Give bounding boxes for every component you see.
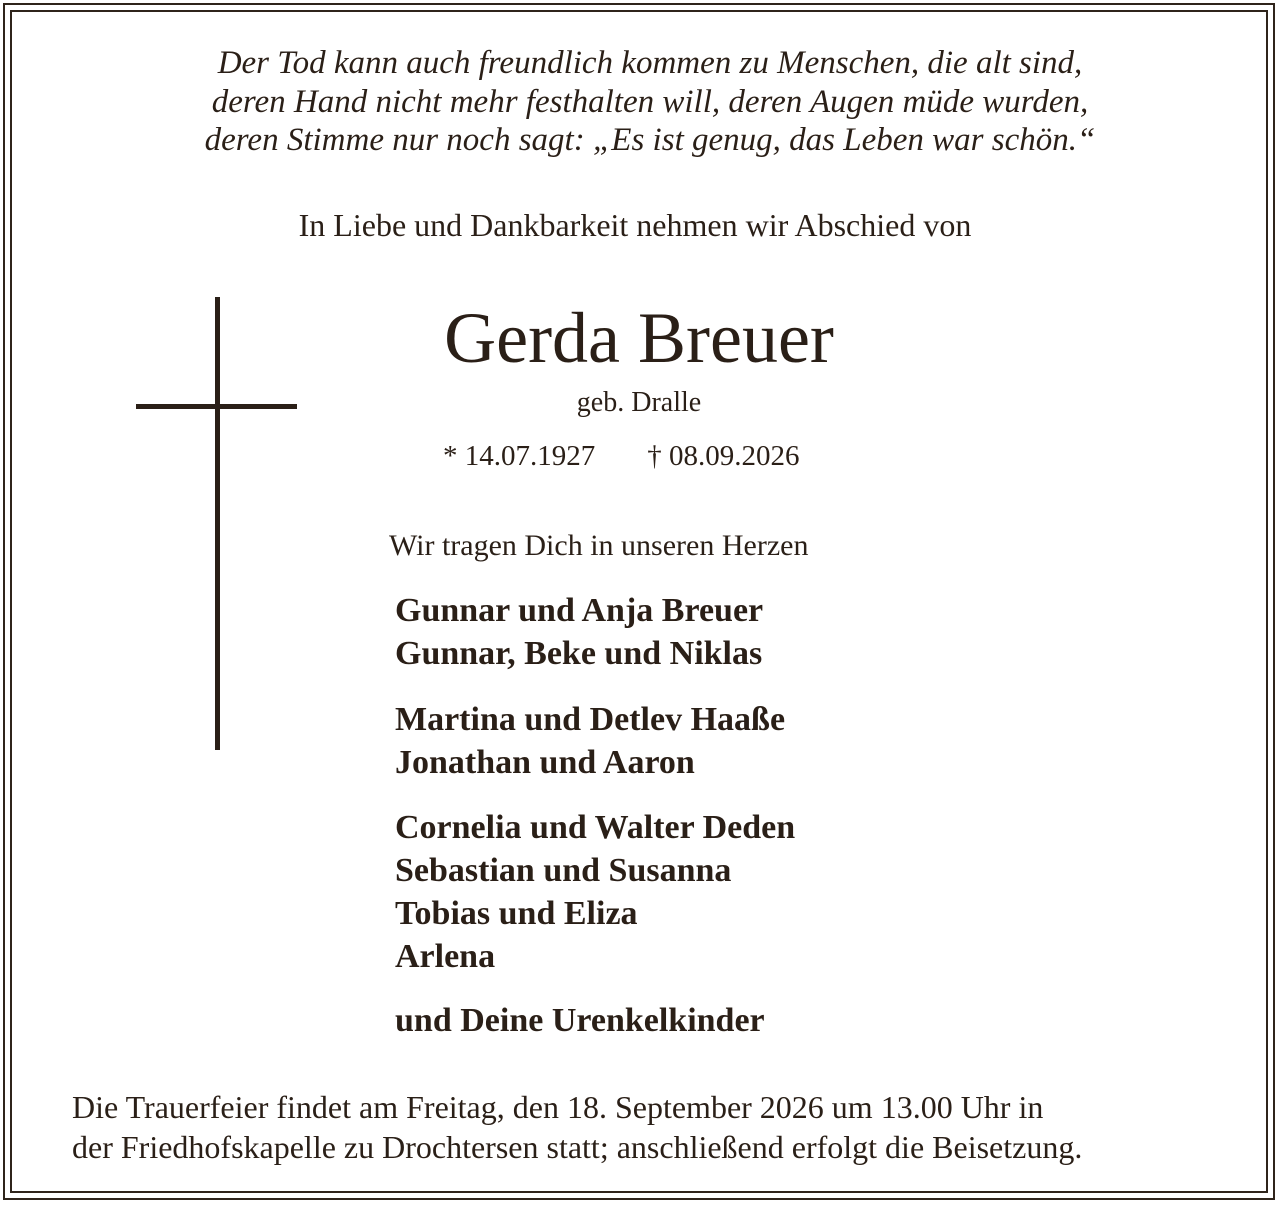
mourner-group <box>395 589 763 675</box>
deceased-name: Gerda Breuer <box>444 298 834 378</box>
maiden-name: geb. Dralle <box>576 387 702 418</box>
mourner-group <box>395 999 765 1042</box>
mourner-line: Tobias und Eliza <box>395 895 638 932</box>
mourner-line: Gunnar, Beke und Niklas <box>395 635 763 672</box>
mourner-line: Gunnar und Anja Breuer <box>395 592 764 629</box>
poem-line: deren Hand nicht mehr festhalten will, deren Augen müde wurden, <box>211 83 1089 120</box>
mourner-group <box>395 698 785 784</box>
farewell-intro: In Liebe und Dankbarkeit nehmen wir Abschied von <box>298 207 972 243</box>
mourner-line: Jonathan und Aaron <box>395 744 695 781</box>
mourner-group <box>395 806 795 978</box>
poem-line: deren Stimme nur noch sagt: „Es ist genug, das Leben war schön.“ <box>204 122 1096 158</box>
mourner-line: und Deine Urenkelkinder <box>395 1002 765 1039</box>
funeral-line: Die Trauerfeier findet am Freitag, den 18. September 2026 um 13.00 Uhr in <box>72 1089 1044 1125</box>
mourner-line: Cornelia und Walter Deden <box>395 809 796 846</box>
funeral-notice <box>72 1087 1082 1167</box>
mourner-line: Sebastian und Susanna <box>395 852 732 889</box>
poem-line: Der Tod kann auch freundlich kommen zu Menschen, die alt sind, <box>217 45 1083 81</box>
poem <box>0 44 1280 160</box>
death-date: † 08.09.2026 <box>647 440 800 472</box>
birth-date: * 14.07.1927 <box>443 440 596 472</box>
mourner-line: Martina und Detlev Haaße <box>395 701 786 738</box>
life-dates <box>443 437 800 475</box>
mourner-line: Arlena <box>395 938 496 975</box>
motto: Wir tragen Dich in unseren Herzen <box>389 529 809 562</box>
funeral-line: der Friedhofskapelle zu Drochtersen statt; anschließend erfolgt die Beisetzung. <box>72 1129 1083 1165</box>
